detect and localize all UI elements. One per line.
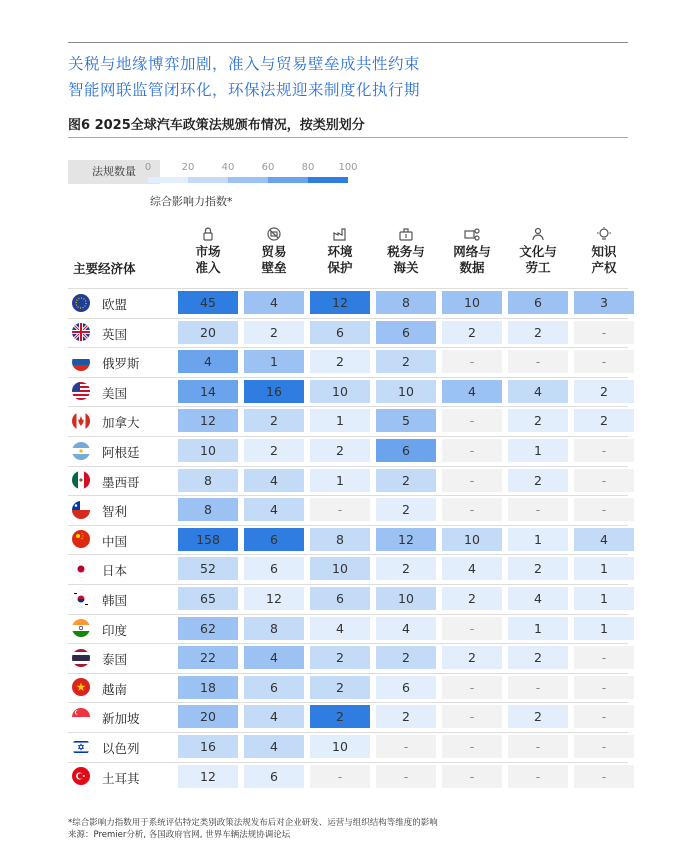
flag-uk-icon <box>72 323 90 341</box>
table-cell: 2 <box>376 469 436 492</box>
table-cell: 12 <box>310 291 370 314</box>
table-cell: 4 <box>442 557 502 580</box>
country-label: 美国 <box>102 385 128 401</box>
table-cell: 10 <box>442 291 502 314</box>
factory-icon <box>330 226 350 242</box>
table-cell: - <box>574 439 634 462</box>
table-cell: 2 <box>376 557 436 580</box>
flag-argentina-icon <box>72 442 90 460</box>
country-label: 中国 <box>102 533 128 549</box>
table-cell: 6 <box>244 765 304 788</box>
row-divider <box>68 525 628 526</box>
country-label: 智利 <box>102 504 128 520</box>
table-cell: 1 <box>508 439 568 462</box>
country-label: 韩国 <box>102 593 128 608</box>
column-header <box>310 226 370 276</box>
table-cell: - <box>442 676 502 699</box>
row-divider <box>68 732 628 733</box>
country-label: 欧盟 <box>102 297 128 312</box>
table-cell: 4 <box>244 498 304 521</box>
flag-korea-icon <box>72 590 90 608</box>
flag-india-icon <box>72 619 90 637</box>
table-cell: - <box>376 735 436 758</box>
table-cell: - <box>508 735 568 758</box>
table-cell: 4 <box>442 380 502 403</box>
table-cell: 4 <box>244 469 304 492</box>
flag-thailand-icon <box>72 649 90 667</box>
country-label: 土耳其 <box>102 770 140 786</box>
legend-swatch <box>228 177 268 183</box>
table-cell: 1 <box>574 587 634 610</box>
table-cell: 2 <box>508 469 568 492</box>
column-header-line1: 税务与 <box>387 244 425 259</box>
table-cell: 4 <box>508 587 568 610</box>
legend-swatch <box>308 177 348 183</box>
table-cell: 1 <box>508 617 568 640</box>
table-cell: 10 <box>442 528 502 551</box>
country-label: 以色列 <box>102 741 140 756</box>
table-cell: 12 <box>376 528 436 551</box>
table-cell: 1 <box>574 557 634 580</box>
row-divider <box>68 347 628 348</box>
column-header-line2: 海关 <box>393 260 419 275</box>
table-cell: 4 <box>244 646 304 669</box>
top-rule <box>68 42 628 43</box>
row-divider <box>68 702 628 703</box>
column-header <box>574 226 634 276</box>
table-cell: 2 <box>442 646 502 669</box>
table-cell: 4 <box>310 617 370 640</box>
table-cell: 8 <box>178 469 238 492</box>
row-divider <box>68 466 628 467</box>
country-label: 墨西哥 <box>102 474 140 490</box>
table-cell: 16 <box>244 380 304 403</box>
column-header-line2: 数据 <box>459 260 485 275</box>
table-cell: - <box>442 735 502 758</box>
column-header-line1: 网络与 <box>453 244 491 259</box>
country-label: 加拿大 <box>102 415 140 431</box>
table-cell: - <box>574 350 634 373</box>
table-cell: 45 <box>178 291 238 314</box>
table-cell: 8 <box>310 528 370 551</box>
legend-note: 综合影响力指数* <box>150 195 233 208</box>
country-label: 阿根廷 <box>102 445 140 460</box>
table-cell: 2 <box>376 498 436 521</box>
table-cell: 12 <box>244 587 304 610</box>
table-cell: 2 <box>508 409 568 432</box>
table-cell: 10 <box>376 587 436 610</box>
title-rule <box>68 137 628 138</box>
column-header-line1: 贸易 <box>261 244 287 259</box>
table-cell: 1 <box>310 409 370 432</box>
country-label: 越南 <box>102 681 128 697</box>
legend-tick: 80 <box>301 162 315 173</box>
legend-tick: 0 <box>144 162 152 173</box>
table-cell: - <box>442 617 502 640</box>
table-cell: 4 <box>244 735 304 758</box>
row-divider <box>68 318 628 319</box>
table-cell: 8 <box>178 498 238 521</box>
table-cell: 2 <box>376 705 436 728</box>
table-cell: 6 <box>376 321 436 344</box>
column-header-line1: 文化与 <box>519 244 557 259</box>
table-cell: 2 <box>574 409 634 432</box>
column-header <box>178 226 238 276</box>
table-cell: - <box>574 498 634 521</box>
country-label: 日本 <box>102 563 128 579</box>
table-cell: 2 <box>508 646 568 669</box>
table-cell: - <box>574 765 634 788</box>
table-cell: 6 <box>508 291 568 314</box>
table-cell: 10 <box>178 439 238 462</box>
column-header-line1: 知识 <box>591 244 617 259</box>
row-divider <box>68 614 628 615</box>
flag-canada-icon <box>72 412 90 430</box>
lock-icon <box>198 226 218 242</box>
table-cell: - <box>442 350 502 373</box>
table-cell: 6 <box>244 676 304 699</box>
table-cell: - <box>442 469 502 492</box>
row-divider <box>68 495 628 496</box>
column-header <box>244 226 304 276</box>
column-header-line2: 壁垒 <box>261 260 287 275</box>
table-cell: - <box>442 498 502 521</box>
table-cell: 4 <box>574 528 634 551</box>
table-cell: 4 <box>244 291 304 314</box>
table-cell: 4 <box>244 705 304 728</box>
table-cell: 20 <box>178 705 238 728</box>
column-header <box>376 226 436 276</box>
table-cell: 4 <box>508 380 568 403</box>
country-label: 英国 <box>102 326 128 342</box>
table-cell: 8 <box>376 291 436 314</box>
row-divider <box>68 584 628 585</box>
table-cell: - <box>442 439 502 462</box>
legend-label: 法规数量 <box>68 160 160 184</box>
table-cell: - <box>574 321 634 344</box>
row-divider <box>68 762 628 763</box>
table-cell: 2 <box>508 705 568 728</box>
network-icon <box>462 226 482 242</box>
table-cell: - <box>442 409 502 432</box>
column-header-line1: 环境 <box>327 244 353 259</box>
flag-israel-icon <box>72 738 90 756</box>
flag-eu-icon <box>72 294 90 312</box>
table-cell: 158 <box>178 528 238 551</box>
flag-usa-icon <box>72 382 90 400</box>
table-cell: 4 <box>376 617 436 640</box>
table-cell: 2 <box>310 439 370 462</box>
flag-china-icon <box>72 530 90 548</box>
table-cell: 2 <box>376 646 436 669</box>
headline-line-2: 智能网联监管闭环化，环保法规迎来制度化执行期 <box>68 81 421 99</box>
figure-title: 图6 2025全球汽车政策法规颁布情况，按类别划分 <box>68 118 365 133</box>
row-divider <box>68 377 628 378</box>
table-cell: 1 <box>244 350 304 373</box>
no-trade-icon <box>264 226 284 242</box>
table-cell: 2 <box>244 439 304 462</box>
table-cell: - <box>508 498 568 521</box>
flag-singapore-icon <box>72 708 90 726</box>
table-cell: 2 <box>310 646 370 669</box>
table-cell: - <box>508 676 568 699</box>
legend-tick: 100 <box>338 162 358 173</box>
row-divider <box>68 673 628 674</box>
table-cell: - <box>442 765 502 788</box>
table-cell: 8 <box>244 617 304 640</box>
tax-icon <box>396 226 416 242</box>
flag-chile-icon <box>72 501 90 519</box>
legend-swatch <box>148 177 188 183</box>
table-cell: 6 <box>376 676 436 699</box>
table-cell: 2 <box>310 350 370 373</box>
column-header <box>442 226 502 276</box>
country-label: 俄罗斯 <box>102 356 140 372</box>
table-cell: 2 <box>376 350 436 373</box>
table-cell: 2 <box>244 321 304 344</box>
table-cell: - <box>574 705 634 728</box>
table-cell: 10 <box>310 380 370 403</box>
column-header-line2: 保护 <box>327 260 353 275</box>
worker-icon <box>528 226 548 242</box>
table-cell: 6 <box>244 528 304 551</box>
legend-tick: 40 <box>221 162 235 173</box>
table-cell: 14 <box>178 380 238 403</box>
row-header: 主要经济体 <box>73 261 136 276</box>
table-cell: - <box>376 765 436 788</box>
table-cell: 2 <box>442 587 502 610</box>
table-cell: 62 <box>178 617 238 640</box>
table-cell: 2 <box>574 380 634 403</box>
table-cell: 2 <box>442 321 502 344</box>
flag-mexico-icon <box>72 471 90 489</box>
table-cell: 6 <box>376 439 436 462</box>
row-divider <box>68 288 628 289</box>
row-divider <box>68 643 628 644</box>
table-cell: - <box>574 646 634 669</box>
column-header-line2: 产权 <box>591 260 617 275</box>
table-cell: 4 <box>178 350 238 373</box>
flag-japan-icon <box>72 560 90 578</box>
table-cell: - <box>508 350 568 373</box>
country-label: 新加坡 <box>102 711 140 727</box>
column-header-line2: 准入 <box>195 260 221 275</box>
legend-tick: 60 <box>261 162 275 173</box>
table-cell: 6 <box>310 587 370 610</box>
table-cell: 52 <box>178 557 238 580</box>
lightbulb-icon <box>594 226 614 242</box>
table-cell: 2 <box>244 409 304 432</box>
table-cell: 16 <box>178 735 238 758</box>
column-header-line2: 劳工 <box>525 260 551 275</box>
flag-vietnam-icon <box>72 678 90 696</box>
legend-tick: 20 <box>181 162 195 173</box>
table-cell: 18 <box>178 676 238 699</box>
table-cell: - <box>574 676 634 699</box>
table-cell: 2 <box>310 705 370 728</box>
table-cell: 20 <box>178 321 238 344</box>
flag-russia-icon <box>72 353 90 371</box>
table-cell: - <box>442 705 502 728</box>
country-label: 印度 <box>102 622 128 638</box>
table-cell: 65 <box>178 587 238 610</box>
table-cell: 2 <box>508 321 568 344</box>
column-header-line1: 市场 <box>195 244 221 259</box>
table-cell: - <box>310 765 370 788</box>
table-cell: 10 <box>376 380 436 403</box>
legend-swatch <box>188 177 228 183</box>
row-divider <box>68 554 628 555</box>
table-cell: 1 <box>574 617 634 640</box>
headline-line-1: 关税与地缘博弈加剧，准入与贸易壁垒成共性约束 <box>68 55 421 73</box>
table-cell: - <box>574 469 634 492</box>
legend-swatch <box>268 177 308 183</box>
footnote: *综合影响力指数用于系统评估特定类别政策法规发布后对企业研发、运营与组织结构等维度的影响 <box>68 818 438 828</box>
table-cell: - <box>310 498 370 521</box>
flag-turkey-icon <box>72 767 90 785</box>
row-divider <box>68 406 628 407</box>
table-cell: 2 <box>508 557 568 580</box>
table-cell: - <box>574 735 634 758</box>
table-cell: 1 <box>508 528 568 551</box>
source-note: 来源：Premier分析, 各国政府官网, 世界车辆法规协调论坛 <box>68 830 291 840</box>
table-cell: 1 <box>310 469 370 492</box>
table-cell: 6 <box>244 557 304 580</box>
table-cell: 12 <box>178 765 238 788</box>
country-label: 泰国 <box>102 652 128 668</box>
table-cell: 10 <box>310 557 370 580</box>
table-cell: - <box>508 765 568 788</box>
table-cell: 22 <box>178 646 238 669</box>
table-cell: 12 <box>178 409 238 432</box>
row-divider <box>68 436 628 437</box>
table-cell: 3 <box>574 291 634 314</box>
table-cell: 10 <box>310 735 370 758</box>
column-header <box>508 226 568 276</box>
table-cell: 5 <box>376 409 436 432</box>
table-cell: 6 <box>310 321 370 344</box>
table-cell: 2 <box>310 676 370 699</box>
